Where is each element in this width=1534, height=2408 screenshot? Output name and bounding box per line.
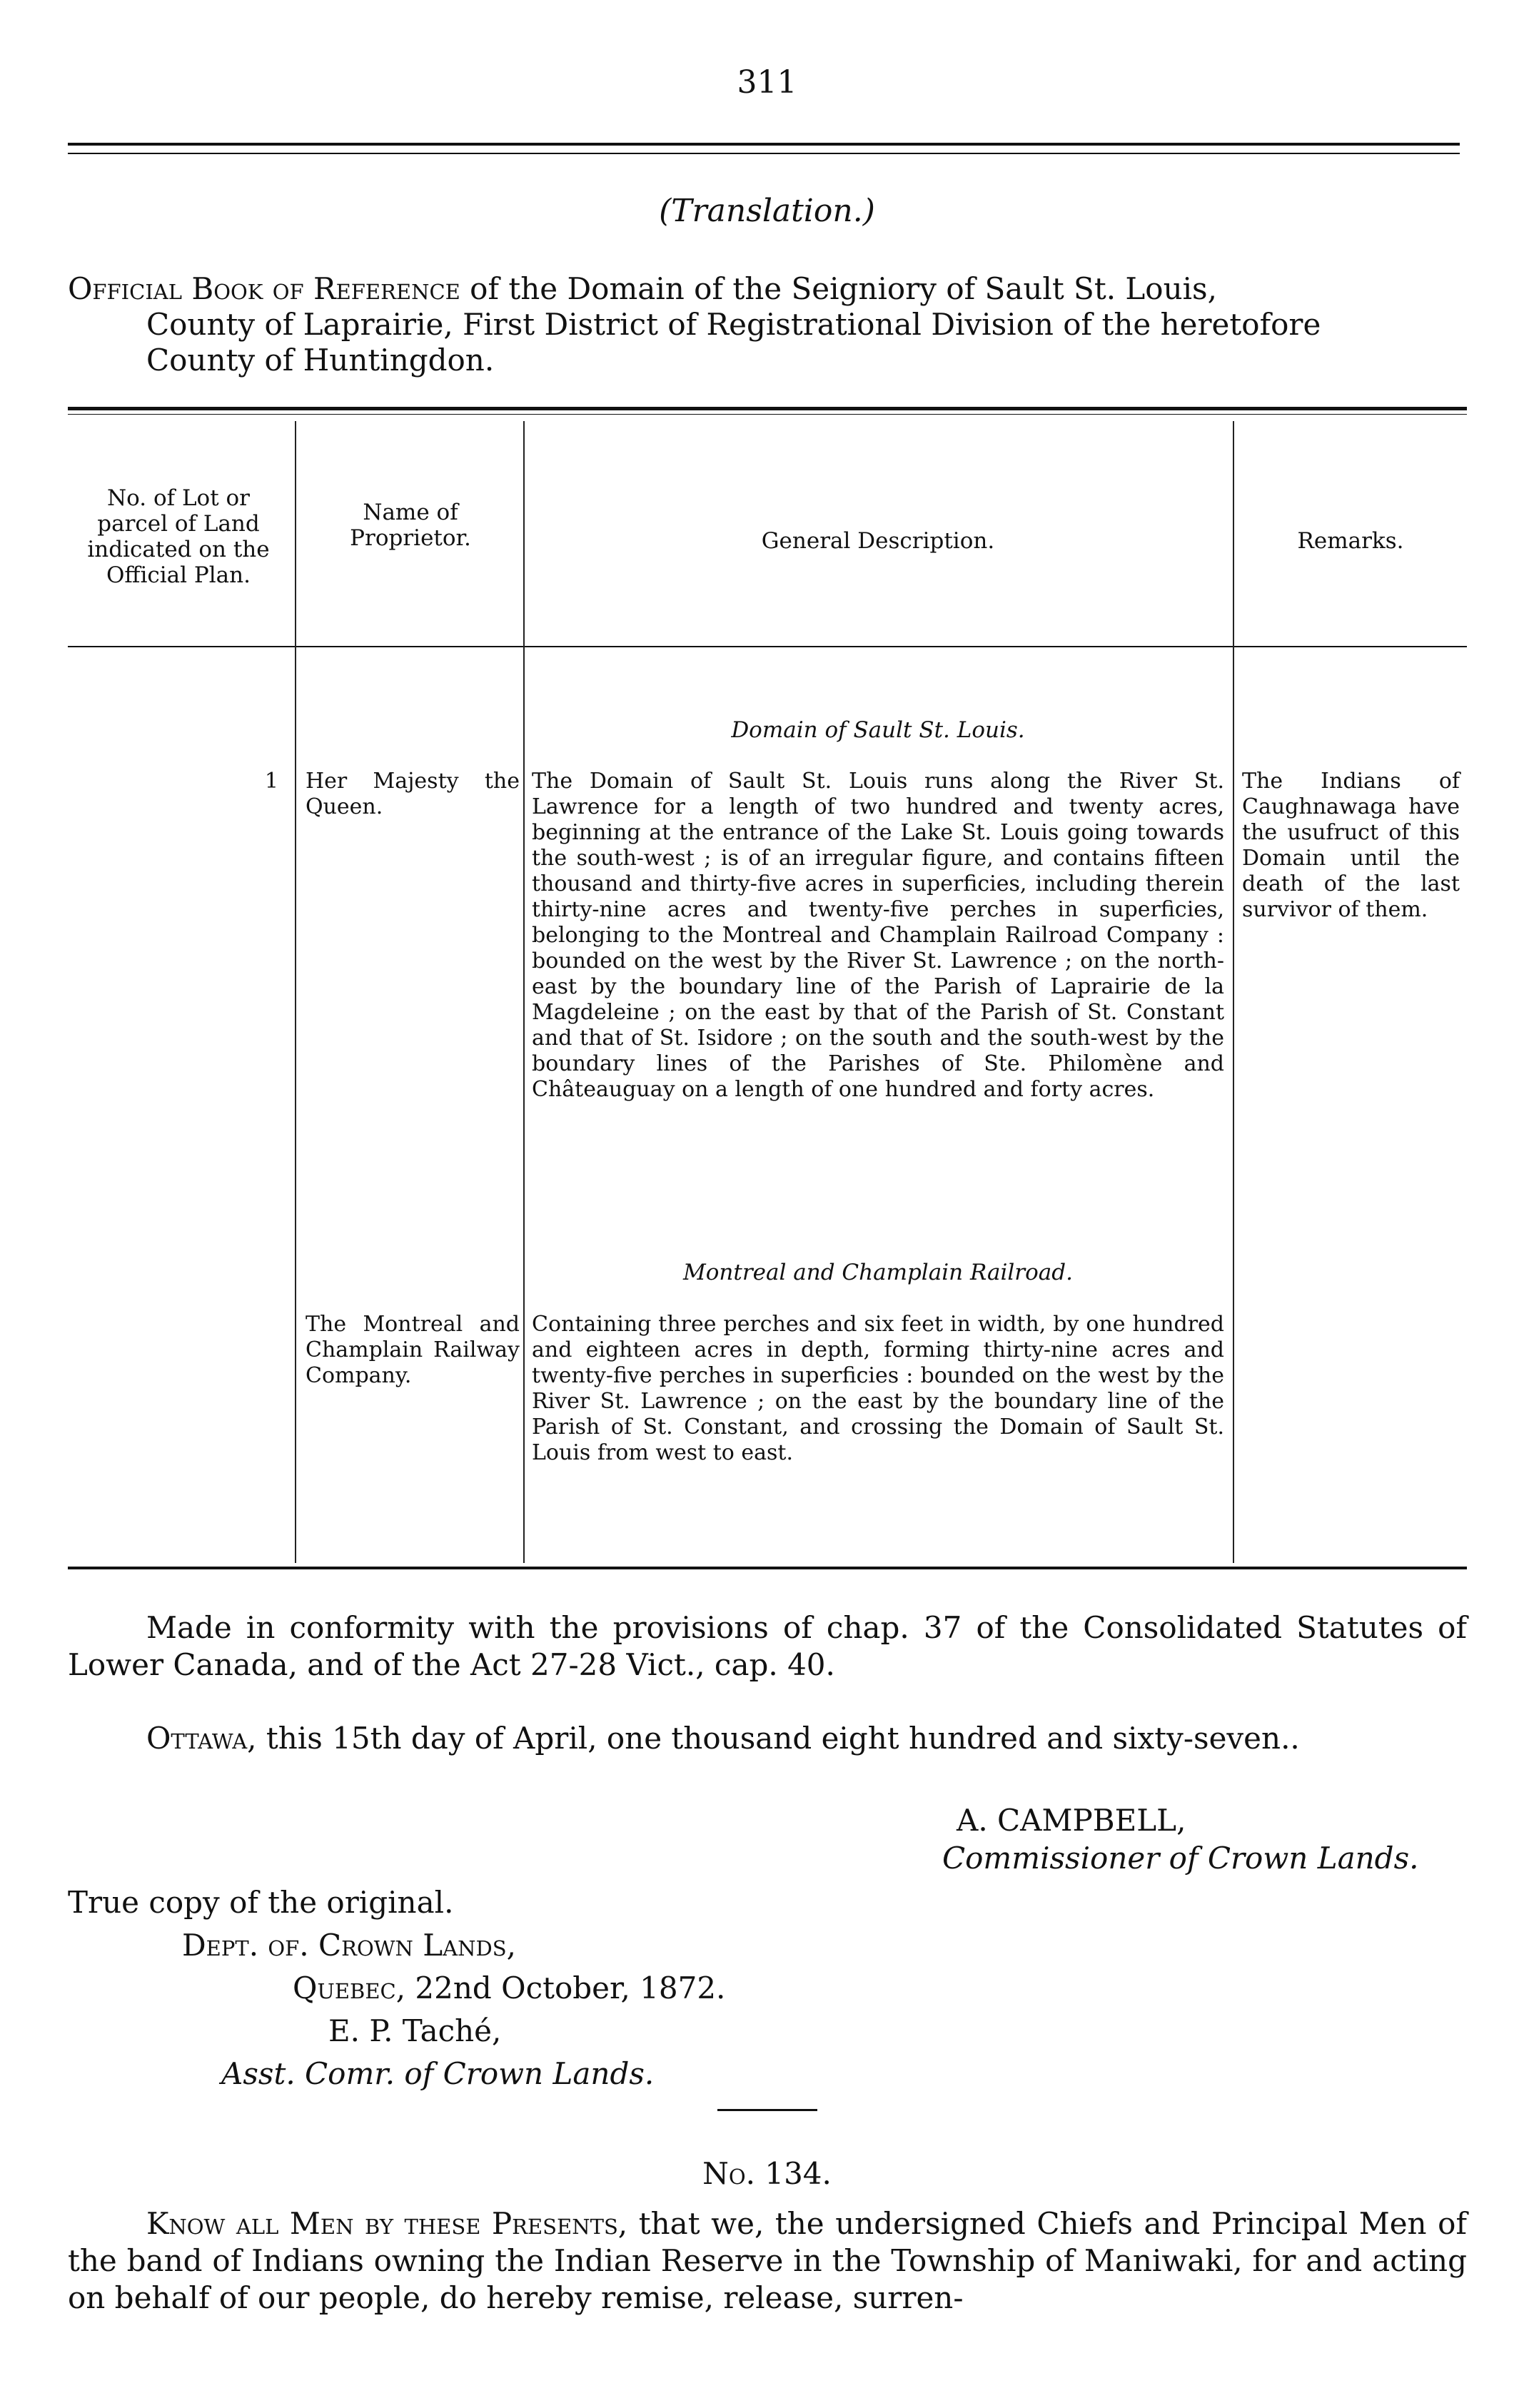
department-line: Dept. of. Crown Lands, — [182, 1928, 516, 1963]
section-subtitle: Montreal and Champlain Railroad. — [683, 1260, 1073, 1285]
remarks-text: The Indians of Caughnawaga have the usufruct of this Domain until the death of the last survivor of them. — [1242, 769, 1460, 922]
copy-signatory-title: Asst. Comr. of Crown Lands. — [221, 2056, 655, 2091]
proprietor-name: The Montreal and Champlain Railway Company. — [306, 1312, 520, 1388]
conformity-paragraph: Made in conformity with the provisions of chap. 37 of the Consolidated Statutes of Lower Canada, and of the Act 27-28 Vict., cap. 40. — [68, 1610, 1467, 1682]
copy-signatory-name: E. P. Taché, — [328, 2013, 502, 2048]
table-bottom-rule — [68, 1567, 1467, 1569]
proprietor-name: Her Majesty the Queen. — [306, 769, 520, 819]
heading-line-2: County of Laprairie, First District of Registrational Division of the heretofore — [146, 307, 1321, 342]
place: Quebec — [293, 1971, 396, 2005]
document-number: No. 134. — [702, 2156, 832, 2191]
general-description: The Domain of Sault St. Louis runs along the River St. Lawrence for a length of two hundred and twenty acres, beginning at the entrance of the Lake St. Louis going towards the south-west ; is of an irregular figure, and contains fifteen thousand and thirty-five acres in superficies, including therein thirty-nine acres and twenty-five perches in superficies, belonging to the Montreal and Champlain Railroad Company : bounded on the west by the River St. Lawrence ; on the north-east by the boundary line of the Parish of Laprairie de la Magdeleine ; on the east by that of the Parish of St. Constant and that of St. Isidore ; on the south and the south-west by the boundary lines of the Parishes of Ste. Philomène and Châteauguay on a length of one hundred and forty acres. — [532, 769, 1224, 1102]
header-proprietor: Name of Proprietor. — [350, 500, 471, 551]
header-description: General Description. — [761, 528, 995, 554]
header-remarks: Remarks. — [1297, 528, 1404, 554]
general-description: Containing three perches and six feet in width, by one hundred and eighteen acres in depth, forming thirty-nine acres and twenty-five perches in superficies : bounded on the west by the River St. Lawrence ; on the east by the boundary line of the Parish of St. Constant, and crossing the Domain of Sault St. Louis from west to east. — [532, 1312, 1224, 1465]
signatory-name: A. CAMPBELL, — [957, 1803, 1186, 1838]
dateline — [146, 1720, 1467, 1757]
date: , 22nd October, 1872. — [395, 1971, 726, 2005]
true-copy-line: True copy of the original. — [68, 1885, 454, 1920]
top-double-rule — [68, 143, 1460, 154]
column-divider-proprietor — [523, 421, 525, 1563]
document-heading — [68, 271, 1467, 378]
section-separator-rule — [717, 2109, 817, 2111]
dateline-rest: , this 15th day of April, one thousand eight hundred and sixty-seven.. — [247, 1721, 1300, 1756]
place-date-line — [293, 1970, 725, 2007]
column-divider-lot — [295, 421, 296, 1563]
heading-line-1-rest: of the Domain of the Seigniory of Sault St. Louis, — [460, 271, 1217, 306]
section-subtitle: Domain of Sault St. Louis. — [731, 717, 1025, 743]
release-lead: Know all Men by these Presents, — [146, 2206, 628, 2241]
header-lot: No. of Lot or parcel of Land indicated on the Official Plan. — [87, 485, 270, 588]
column-divider-description — [1233, 421, 1234, 1563]
release-paragraph — [68, 2205, 1467, 2317]
dateline-place: Ottawa — [146, 1721, 248, 1756]
table-header-rule — [68, 646, 1467, 647]
lot-number: 1 — [264, 769, 278, 794]
signatory-title: Commissioner of Crown Lands. — [942, 1841, 1419, 1876]
page-number: 311 — [737, 64, 797, 101]
translation-label: (Translation.) — [659, 193, 875, 229]
heading-lead: Official Book of Reference — [68, 271, 460, 306]
heading-line-1 — [68, 271, 1467, 307]
release-text: that we, the undersigned Chiefs and Principal Men of the band of Indians owning the Indian Reserve in the Township of Maniwaki, for and acting on behalf of our people, do hereby remise, release, surren- — [68, 2206, 1467, 2315]
table-top-rule — [68, 407, 1467, 410]
heading-line-3: County of Huntingdon. — [146, 343, 495, 378]
table-top-rule-thin — [68, 414, 1467, 415]
